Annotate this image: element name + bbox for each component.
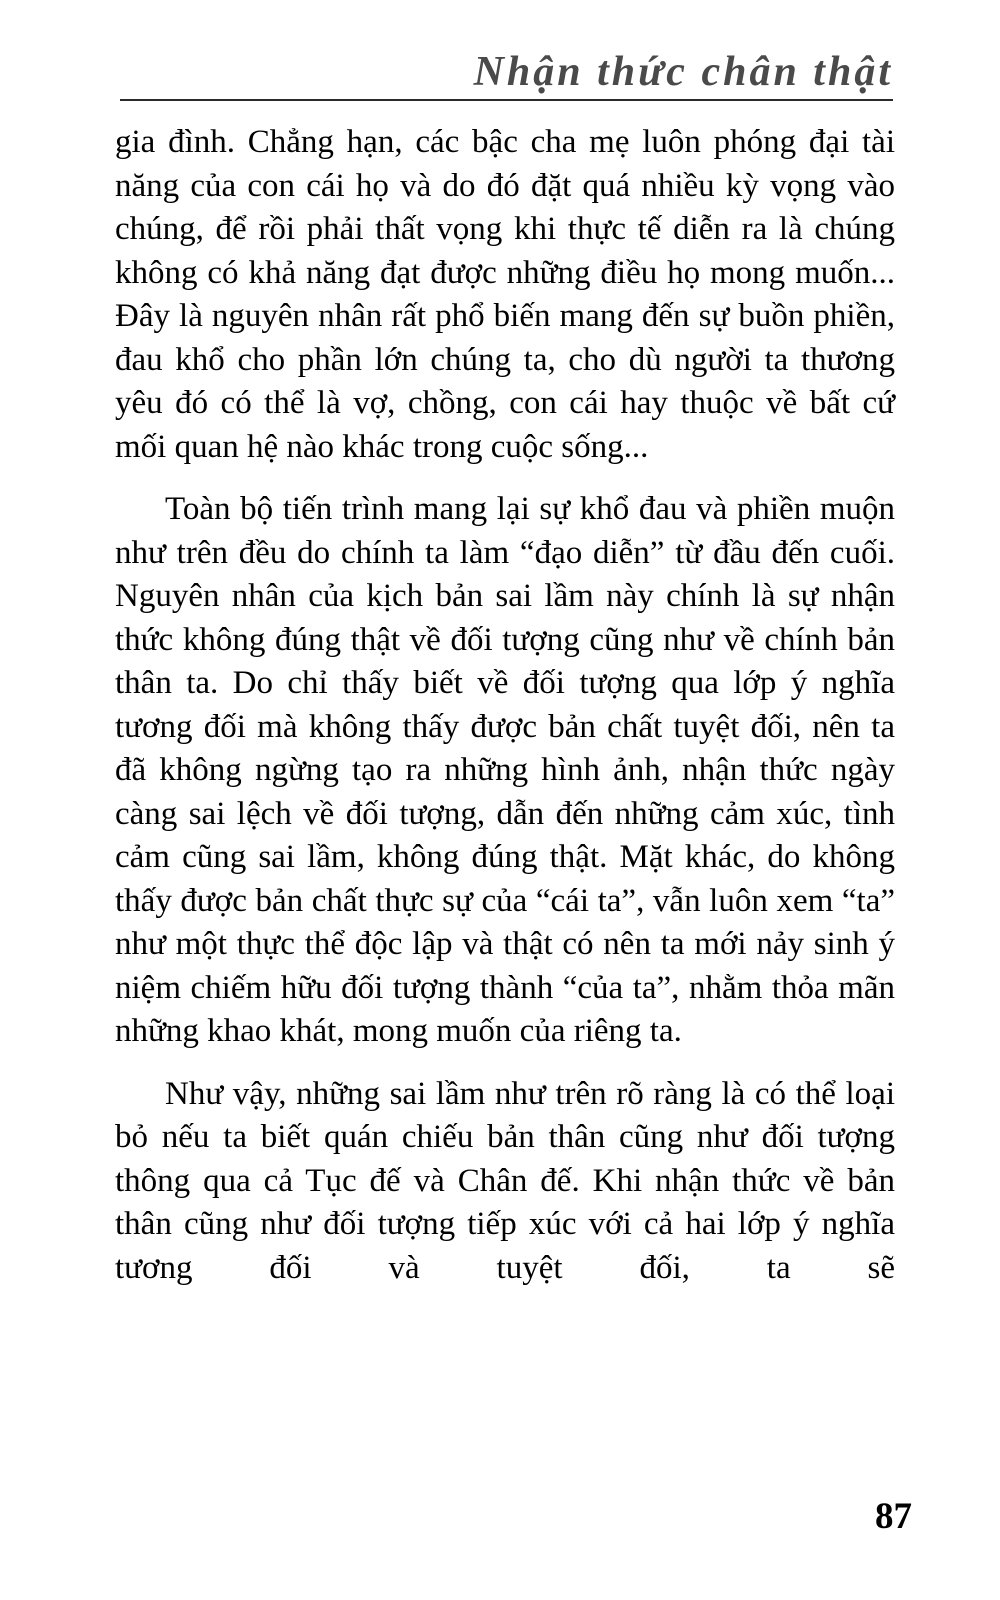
page-body — [115, 121, 895, 1290]
paragraph: Toàn bộ tiến trình mang lại sự khổ đau và phiền muộn như trên đều do chính ta làm “đạo diễn” từ đầu đến cuối. Nguyên nhân của kịch bản sai lầm này chính là sự nhận thức không đúng thật về đối tượng cũng như về chính bản thân ta. Do chỉ thấy biết về đối tượng qua lớp ý nghĩa tương đối mà không thấy được bản chất tuyệt đối, nên ta đã không ngừng tạo ra những hình ảnh, nhận thức ngày càng sai lệch về đối tượng, dẫn đến những cảm xúc, tình cảm cũng sai lầm, không đúng thật. Mặt khác, do không thấy được bản chất thực sự của “cái ta”, vẫn luôn xem “ta” như một thực thể độc lập và thật có nên ta mới nảy sinh ý niệm chiếm hữu đối tượng thành “của ta”, nhằm thỏa mãn những khao khát, mong muốn của riêng ta. — [115, 491, 895, 1049]
paragraph: gia đình. Chẳng hạn, các bậc cha mẹ luôn phóng đại tài năng của con cái họ và do đó đặt quá nhiều kỳ vọng vào chúng, để rồi phải thất vọng khi thực tế diễn ra là chúng không có khả năng đạt được những điều họ mong muốn... Đây là nguyên nhân rất phổ biến mang đến sự buồn phiền, đau khổ cho phần lớn chúng ta, cho dù người ta thương yêu đó có thể là vợ, chồng, con cái hay thuộc về bất cứ mối quan hệ nào khác trong cuộc sống... — [115, 124, 895, 465]
paragraph: Như vậy, những sai lầm như trên rõ ràng là có thể loại bỏ nếu ta biết quán chiếu bản thân cũng như đối tượng thông qua cả Tục đế và Chân đế. Khi nhận thức về bản thân cũng như đối tượng tiếp xúc với cả hai lớp ý nghĩa tương đối và tuyệt đối, ta sẽ — [115, 1075, 895, 1286]
running-header-title: Nhận thức chân thật — [473, 49, 893, 95]
header-rule — [120, 99, 893, 101]
page-number: 87 — [875, 1496, 912, 1537]
